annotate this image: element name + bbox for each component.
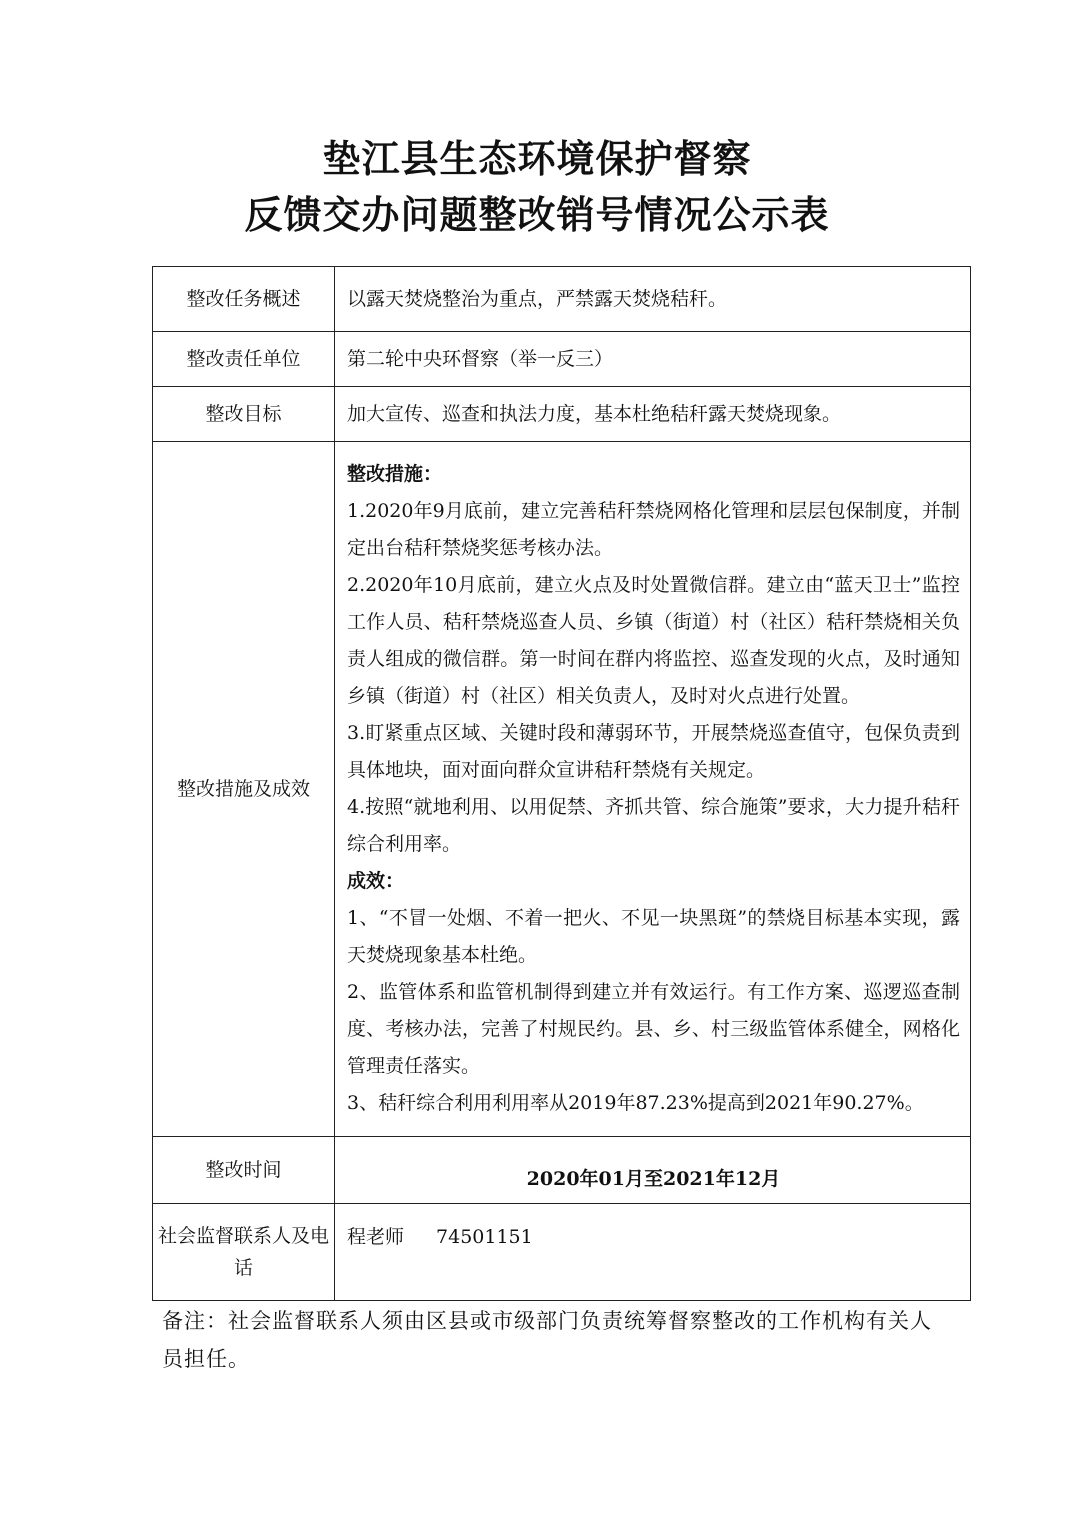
table-row [153,1137,971,1204]
result-item-3: 3、秸秆综合利用利用率从2019年87.23%提高到2021年90.27%。 [347,1092,924,1114]
row-label-goal: 整改目标 [153,387,335,442]
table-row [153,332,971,387]
document-title-line-2: 反馈交办问题整改销号情况公示表 [244,192,830,237]
rectification-table [152,266,971,1301]
period-cell [335,1137,971,1204]
row-value-goal: 加大宣传、巡查和执法力度，基本杜绝秸秆露天焚烧现象。 [335,387,971,442]
table-row [153,1204,971,1301]
result-item-2: 2、监管体系和监管机制得到建立并有效运行。有工作方案、巡逻巡查制度、考核办法，完善了村规民约。县、乡、村三级监管体系健全，网格化管理责任落实。 [347,981,960,1077]
row-label-responsible-unit: 整改责任单位 [153,332,335,387]
document-title-line-1: 垫江县生态环境保护督察 [322,136,752,181]
row-label-measures: 整改措施及成效 [153,442,335,1137]
measure-item-4: 4.按照“就地利用、以用促禁、齐抓共管、综合施策”要求，大力提升秸秆综合利用率。 [347,796,960,855]
row-label-period: 整改时间 [153,1137,335,1204]
measures-and-results [335,442,971,1137]
table-row [153,387,971,442]
measure-item-2: 2.2020年10月底前，建立火点及时处置微信群。建立由“蓝天卫士”监控工作人员、秸秆禁烧巡查人员、乡镇（街道）村（社区）秸秆禁烧相关负责人组成的微信群。第一时间在群内将监控、巡查发现的火点，及时通知乡镇（街道）村（社区）相关负责人，及时对火点进行处置。 [347,574,960,707]
row-label-contact: 社会监督联系人及电话 [153,1204,335,1301]
row-label-task-summary: 整改任务概述 [153,267,335,332]
result-item-1: 1、“不冒一处烟、不着一把火、不见一块黑斑”的禁烧目标基本实现，露天焚烧现象基本杜绝。 [347,907,960,966]
row-value-responsible-unit: 第二轮中央环督察（举一反三） [335,332,971,387]
measure-item-3: 3.盯紧重点区域、关键时段和薄弱环节，开展禁烧巡查值守，包保负责到具体地块，面对面向群众宣讲秸秆禁烧有关规定。 [347,722,960,781]
footnote: 备注：社会监督联系人须由区县或市级部门负责统筹督察整改的工作机构有关人员担任。 [162,1309,932,1371]
rectification-period: 2020年01月至2021年12月 [526,1167,781,1190]
contact-name: 程老师 [347,1225,405,1248]
measure-item-1: 1.2020年9月底前，建立完善秸秆禁烧网格化管理和层层包保制度，并制定出台秸秆禁烧奖惩考核办法。 [347,500,960,559]
contact-cell [335,1204,971,1301]
row-value-task-summary: 以露天焚烧整治为重点，严禁露天焚烧秸秆。 [335,267,971,332]
measures-heading: 整改措施： [347,463,443,485]
table-row [153,442,971,1137]
contact-info [347,1219,960,1256]
contact-phone: 74501151 [436,1225,533,1248]
results-heading: 成效： [347,870,405,892]
table-row [153,267,971,332]
